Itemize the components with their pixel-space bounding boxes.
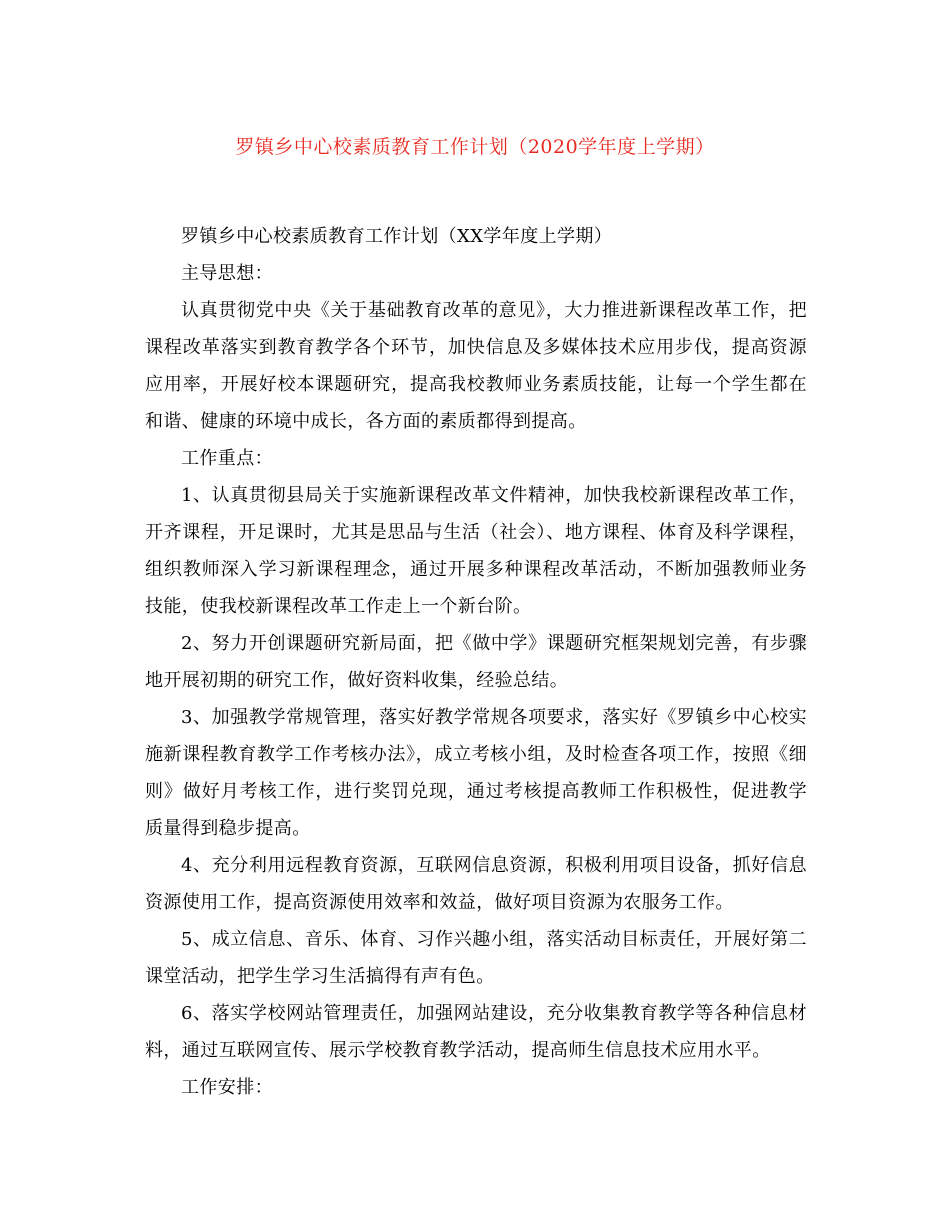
paragraph-heading-guiding-idea: 主导思想：	[181, 263, 273, 284]
paragraph-key-work-3: 3、加强教学常规管理，落实好教学常规各项要求，落实好《罗镇乡中心校实施新课程教育教学工作考核办法》，成立考核小组，及时检查各项工作，按照《细则》做好月考核工作，进行奖罚兑现，通过考核提高教师工作积极性，促进教学质量得到稳步提高。	[145, 707, 807, 839]
paragraph-subtitle: 罗镇乡中心校素质教育工作计划（XX学年度上学期）	[181, 226, 613, 247]
paragraph-key-work-4: 4、充分利用远程教育资源，互联网信息资源，积极利用项目设备，抓好信息资源使用工作，提高资源使用效率和效益，做好项目资源为农服务工作。	[145, 855, 807, 913]
paragraph-heading-work-arrangement: 工作安排：	[181, 1077, 273, 1098]
document-title: 罗镇乡中心校素质教育工作计划（2020学年度上学期）	[235, 136, 715, 158]
paragraph-key-work-2: 2、努力开创课题研究新局面，把《做中学》课题研究框架规划完善，有步骤地开展初期的研究工作，做好资料收集，经验总结。	[145, 633, 807, 691]
paragraph-key-work-5: 5、成立信息、音乐、体育、习作兴趣小组，落实活动目标责任，开展好第二课堂活动，把学生学习生活搞得有声有色。	[145, 929, 807, 987]
paragraph-heading-key-work: 工作重点：	[181, 448, 273, 469]
paragraph-key-work-1: 1、认真贯彻县局关于实施新课程改革文件精神，加快我校新课程改革工作，开齐课程，开足课时，尤其是思品与生活（社会）、地方课程、体育及科学课程，组织教师深入学习新课程理念，通过开展多种课程改革活动，不断加强教师业务技能，使我校新课程改革工作走上一个新台阶。	[145, 485, 807, 617]
document-body	[145, 218, 807, 1106]
paragraph-guiding-idea: 认真贯彻党中央《关于基础教育改革的意见》，大力推进新课程改革工作，把课程改革落实到教育教学各个环节，加快信息及多媒体技术应用步伐，提高资源应用率，开展好校本课题研究，提高我校教师业务素质技能，让每一个学生都在和谐、健康的环境中成长，各方面的素质都得到提高。	[145, 300, 807, 432]
paragraph-key-work-6: 6、落实学校网站管理责任，加强网站建设，充分收集教育教学等各种信息材料，通过互联网宣传、展示学校教育教学活动，提高师生信息技术应用水平。	[145, 1003, 807, 1061]
